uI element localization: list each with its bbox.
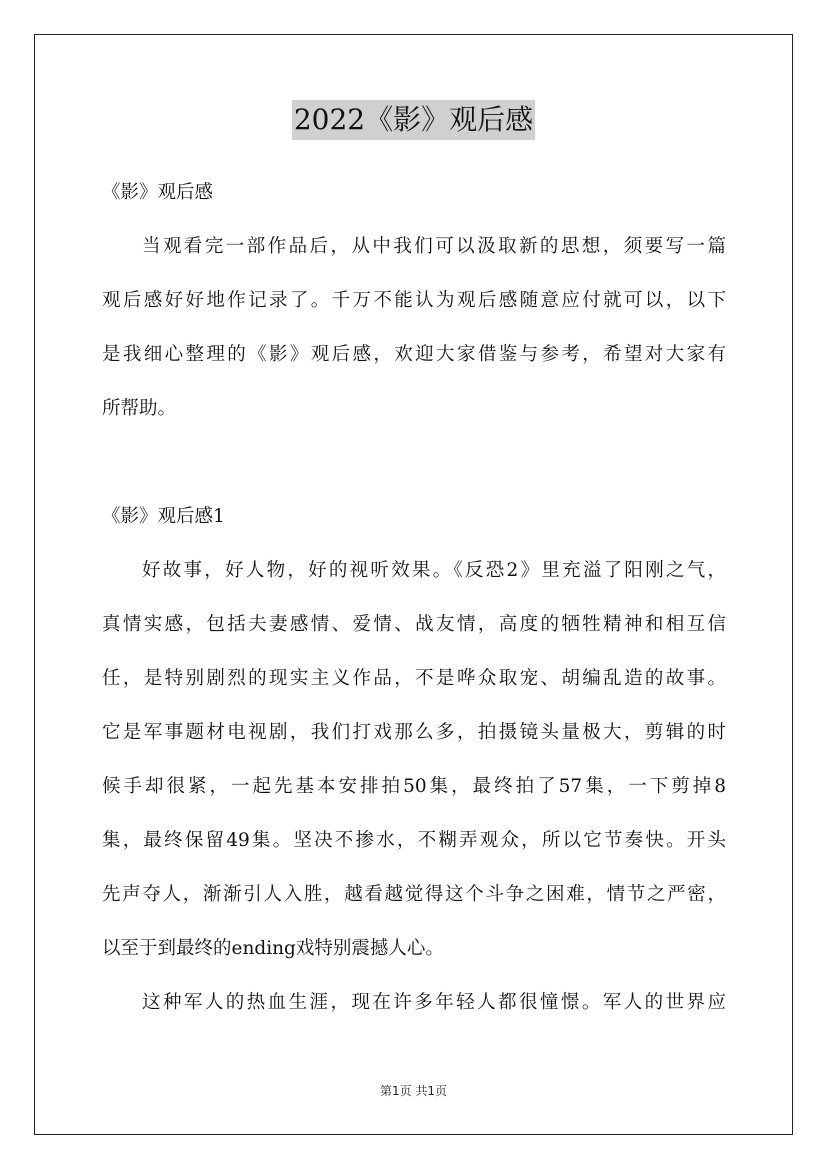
paragraph-spacer <box>102 436 726 490</box>
page-footer: 第1页 共1页 <box>379 1084 448 1098</box>
paragraph-line: 候手却很紧，一起先基本安排拍50集，最终拍了57集，一下剪掉8 <box>102 776 726 797</box>
title-container <box>0 100 827 140</box>
paragraph-line: 真情实感，包括夫妻感情、爱情、战友情，高度的牺牲精神和相互信 <box>102 614 726 635</box>
section-heading: 《影》观后感1 <box>102 506 225 527</box>
paragraph-line: 观后感好好地作记录了。千万不能认为观后感随意应付就可以，以下 <box>102 290 726 311</box>
paragraph-line: 这种军人的热血生涯，现在许多年轻人都很憧憬。军人的世界应 <box>142 992 726 1013</box>
paragraph-line: 所帮助。 <box>102 398 177 419</box>
paragraph-line: 任，是特别剧烈的现实主义作品，不是哗众取宠、胡编乱造的故事。 <box>102 668 726 689</box>
paragraph-line: 先声夺人，渐渐引人入胜，越看越觉得这个斗争之困难，情节之严密， <box>102 884 726 905</box>
document-title: 2022《影》观后感 <box>292 100 535 140</box>
section-heading: 《影》观后感 <box>102 182 214 203</box>
paragraph-line: 当观看完一部作品后，从中我们可以汲取新的思想，须要写一篇 <box>142 236 726 257</box>
paragraph-line: 是我细心整理的《影》观后感，欢迎大家借鉴与参考，希望对大家有 <box>102 344 726 365</box>
paragraph-line: 好故事，好人物，好的视听效果。《反恐2》里充溢了阳刚之气， <box>142 560 726 581</box>
document-body <box>102 166 726 1030</box>
paragraph-line: 它是军事题材电视剧，我们打戏那么多，拍摄镜头量极大，剪辑的时 <box>102 722 726 743</box>
paragraph-line: 集，最终保留49集。坚决不掺水，不糊弄观众，所以它节奏快。开头 <box>102 830 726 851</box>
paragraph-line: 以至于到最终的ending戏特别震撼人心。 <box>102 938 444 959</box>
